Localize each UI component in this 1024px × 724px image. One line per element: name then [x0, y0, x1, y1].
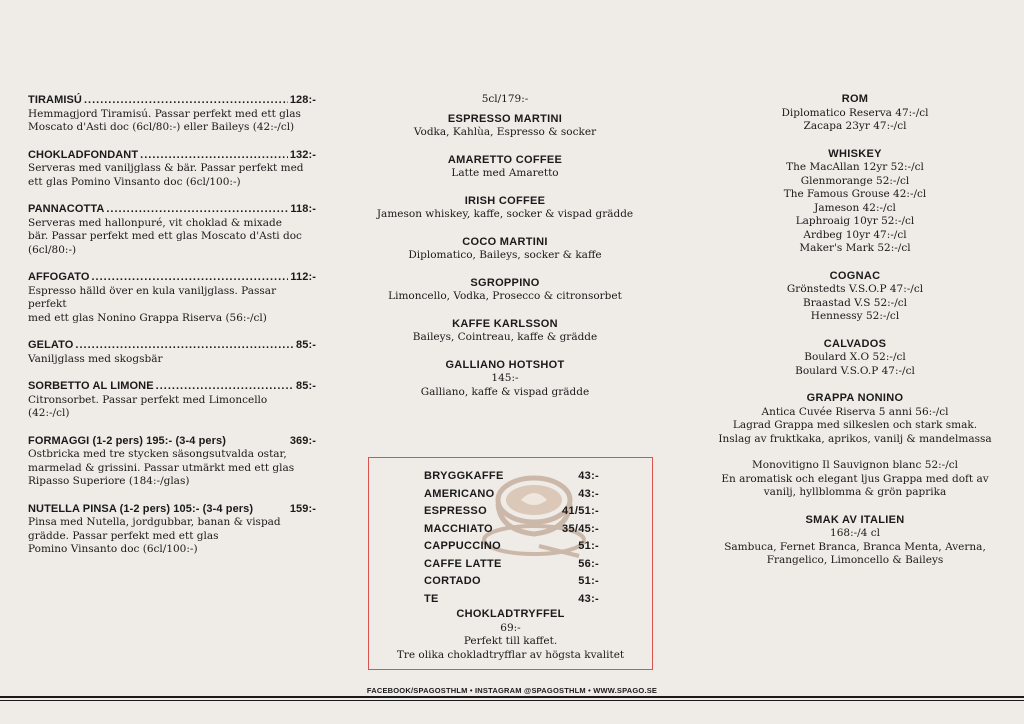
spirit-line: Inslag av fruktkaka, aprikos, vanilj & mandelmassa [718, 432, 992, 445]
spirit-line: Antica Cuvée Riserva 5 anni 56:-/cl [761, 405, 949, 418]
drink-item [360, 277, 650, 304]
dessert-leader [140, 149, 288, 163]
dessert-price: 128:- [289, 94, 316, 106]
spirit-line: Jameson 42:-/cl [814, 201, 896, 214]
drink-description: Latte med Amaretto [451, 167, 559, 179]
dessert-item [28, 380, 316, 421]
coffee-row [424, 556, 599, 574]
dessert-name: TIRAMISÚ [28, 94, 82, 106]
drink-description: 145:- [491, 372, 519, 384]
spirit-name: CALVADOS [823, 337, 887, 350]
spirit-line: Lagrad Grappa med silkeslen och stark smak. [732, 419, 978, 431]
dessert-name: FORMAGGI (1-2 pers) 195:- (3-4 pers) [28, 434, 226, 447]
coffee-row [424, 486, 599, 504]
dessert-name: NUTELLA PINSA (1-2 pers) 105:- (3-4 pers) [28, 502, 254, 515]
coffee-row [424, 591, 599, 609]
coffee-box [368, 457, 653, 670]
dessert-description: Pinsa med Nutella, jordgubbar, banan & vispad [28, 516, 281, 528]
dessert-price: 132:- [289, 148, 316, 161]
truffle-line: Perfekt till kaffet. [463, 635, 558, 647]
dessert-name: PANNACOTTA [28, 203, 105, 215]
coffee-price: 41/51:- [562, 505, 599, 517]
spirit-line: Sambuca, Fernet Branca, Branca Menta, Averna, [724, 540, 986, 553]
drink-item [360, 154, 650, 181]
coffee-price: 56:- [578, 557, 599, 570]
coffee-row [424, 503, 599, 521]
drink-description: Baileys, Cointreau, kaffe & grädde [412, 331, 598, 343]
drinks-top-price: 5cl/179:- [481, 93, 529, 105]
spirit-line: En aromatisk och elegant ljus Grappa med doft av [721, 472, 989, 485]
drink-item [360, 236, 650, 263]
dessert-description: ett glas Pomino Vinsanto doc (6cl/100:-) [28, 175, 241, 188]
coffee-name: MACCHIATO [424, 522, 493, 535]
footer-divider [0, 696, 1024, 698]
coffee-price: 43:- [578, 487, 599, 500]
dessert-item [28, 94, 316, 135]
dessert-description: Serveras med vaniljglass & bär. Passar perfekt med [28, 162, 304, 174]
coffee-price: 35/45:- [562, 522, 599, 535]
spirit-line: Glenmorange 52:-/cl [800, 174, 910, 187]
spirit-section [700, 148, 1010, 256]
dessert-name: CHOKLADFONDANT [28, 148, 139, 161]
spirit-line: Hennessy 52:-/cl [810, 310, 900, 322]
spacer [700, 446, 1010, 459]
spirit-line: Frangelico, Limoncello & Baileys [766, 554, 944, 566]
dessert-description: med ett glas Nonino Grappa Riserva (56:-/cl) [28, 311, 267, 324]
dessert-description: grädde. Passar perfekt med ett glas [28, 529, 219, 542]
dessert-item [28, 503, 316, 557]
footer-links: FACEBOOK/SPAGOSTHLM • INSTAGRAM @SPAGOSTHLM • WWW.SPAGO.SE [366, 686, 658, 695]
dessert-leader [106, 203, 288, 217]
truffle-line: Tre olika chokladtryfflar av högsta kvalitet [396, 648, 625, 661]
dessert-item [28, 203, 316, 257]
drink-item [360, 318, 650, 345]
spirit-line: Laphroaig 10yr 52:-/cl [795, 215, 915, 227]
spirit-line: Boulard V.S.O.P 47:-/cl [795, 364, 915, 377]
spirit-line: Braastad V.S 52:-/cl [802, 296, 908, 309]
dessert-description: Citronsorbet. Passar perfekt med Limoncello [28, 393, 268, 406]
drink-description: Limoncello, Vodka, Prosecco & citronsorbet [388, 290, 622, 302]
dessert-heading [28, 339, 316, 353]
coffee-name: CAPPUCCINO [424, 540, 501, 552]
spirit-line: The Famous Grouse 42:-/cl [783, 188, 927, 200]
spirit-line: vanilj, hyllblomma & grön paprika [763, 486, 947, 498]
coffee-name: CAFFE LATTE [424, 557, 502, 570]
coffee-row [424, 521, 599, 539]
coffee-row [424, 468, 599, 486]
drink-description: Diplomatico, Baileys, socker & kaffe [408, 249, 602, 261]
drink-name: SGROPPINO [470, 276, 540, 289]
drink-name: AMARETTO COFFEE [447, 153, 563, 166]
drink-item [360, 113, 650, 140]
dessert-name: AFFOGATO [28, 271, 90, 283]
truffle-name: CHOKLADTRYFFEL [456, 608, 565, 620]
spirit-section [700, 338, 1010, 379]
dessert-price: 369:- [289, 434, 316, 447]
coffee-name: ESPRESSO [424, 505, 487, 517]
drink-description: Jameson whiskey, kaffe, socker & vispad grädde [376, 208, 634, 220]
drink-name: GALLIANO HOTSHOT [445, 358, 565, 371]
drink-description: Galliano, kaffe & vispad grädde [420, 385, 590, 398]
spirit-line: Diplomatico Reserva 47:-/cl [781, 106, 929, 119]
dessert-description: Vaniljglass med skogsbär [28, 352, 163, 365]
dessert-column [28, 94, 316, 571]
dessert-description: Ostbricka med tre stycken säsongsutvalda ostar, [28, 448, 287, 460]
dessert-price: 85:- [296, 339, 316, 351]
coffee-row [424, 538, 599, 556]
coffee-name: AMERICANO [424, 487, 495, 500]
dessert-heading [28, 94, 316, 108]
spirit-section [700, 270, 1010, 324]
dessert-item [28, 435, 316, 489]
dessert-description: Serveras med hallonpuré, vit choklad & mixade [28, 216, 282, 229]
drink-name: KAFFE KARLSSON [452, 317, 558, 330]
dessert-leader [156, 380, 294, 394]
spirits-column [700, 93, 1010, 582]
spirit-line: Ardbeg 10yr 47:-/cl [803, 228, 907, 241]
dessert-heading [28, 503, 316, 517]
dessert-item [28, 271, 316, 325]
spirit-name: ROM [841, 93, 869, 105]
coffee-name: BRYGGKAFFE [424, 470, 504, 482]
spirit-line: Zacapa 23yr 47:-/cl [803, 120, 907, 132]
coffee-price: 51:- [578, 575, 599, 587]
truffle-section [369, 608, 652, 662]
drink-name: IRISH COFFEE [464, 194, 546, 207]
dessert-heading [28, 271, 316, 285]
dessert-heading [28, 380, 316, 394]
dessert-description: Pomino Vinsanto doc (6cl/100:-) [28, 543, 198, 555]
coffee-name: TE [424, 592, 439, 605]
dessert-price: 85:- [296, 380, 316, 392]
drink-name: COCO MARTINI [462, 235, 548, 248]
dessert-price: 118:- [290, 203, 316, 215]
spirit-name: WHISKEY [828, 147, 882, 160]
spirit-section [700, 514, 1010, 568]
dessert-price: 159:- [289, 502, 316, 515]
dessert-heading [28, 203, 316, 217]
dessert-item [28, 339, 316, 366]
dessert-leader [75, 339, 294, 353]
dessert-description: Moscato d'Asti doc (6cl/80:-) eller Baileys (42:-/cl) [28, 121, 295, 133]
coffee-row [424, 573, 599, 591]
coffee-price: 43:- [578, 470, 599, 482]
dessert-name: SORBETTO AL LIMONE [28, 380, 154, 392]
spirit-name: COGNAC [829, 269, 881, 282]
coffee-list [424, 468, 599, 608]
drinks-column [360, 93, 650, 413]
spirit-name: GRAPPA NONINO [806, 392, 904, 404]
dessert-description: (6cl/80:-) [28, 243, 77, 256]
spirit-section [700, 93, 1010, 134]
dessert-leader [84, 94, 288, 108]
spirit-line: The MacAllan 12yr 52:-/cl [786, 161, 924, 173]
spirit-line: 168:-/4 cl [830, 527, 880, 539]
dessert-description: Espresso hälld över en kula vaniljglass. Passar perfekt [28, 284, 277, 310]
dessert-price: 112:- [290, 271, 316, 283]
footer-divider [0, 700, 1024, 701]
spirit-line: Maker's Mark 52:-/cl [799, 242, 911, 254]
dessert-description: Hemmagjord Tiramisú. Passar perfekt med ett glas [28, 107, 301, 120]
dessert-description: bär. Passar perfekt med ett glas Moscato d'Asti doc [28, 230, 302, 242]
spirit-line: Monovitigno Il Sauvignon blanc 52:-/cl [752, 459, 958, 471]
drink-description: Vodka, Kahlùa, Espresso & socker [413, 126, 597, 138]
dessert-description: (42:-/cl) [28, 407, 70, 419]
dessert-heading [28, 435, 316, 449]
coffee-name: CORTADO [424, 575, 481, 587]
spirit-name: SMAK AV ITALIEN [805, 513, 905, 526]
truffle-line: 69:- [500, 621, 521, 634]
coffee-price: 43:- [578, 592, 599, 605]
dessert-description: marmelad & grissini. Passar utmärkt med ett glas [28, 461, 295, 474]
dessert-item [28, 149, 316, 190]
spirit-line: Grönstedts V.S.O.P 47:-/cl [786, 283, 924, 295]
drink-item [360, 195, 650, 222]
drink-item [360, 359, 650, 400]
drink-name: ESPRESSO MARTINI [447, 112, 563, 125]
dessert-heading [28, 149, 316, 163]
coffee-price: 51:- [578, 540, 599, 552]
dessert-name: GELATO [28, 339, 74, 351]
dessert-leader [92, 271, 289, 285]
spirit-section [700, 392, 1010, 500]
dessert-description: Ripasso Superiore (184:-/glas) [28, 475, 190, 487]
spirit-line: Boulard X.O 52:-/cl [804, 351, 906, 363]
